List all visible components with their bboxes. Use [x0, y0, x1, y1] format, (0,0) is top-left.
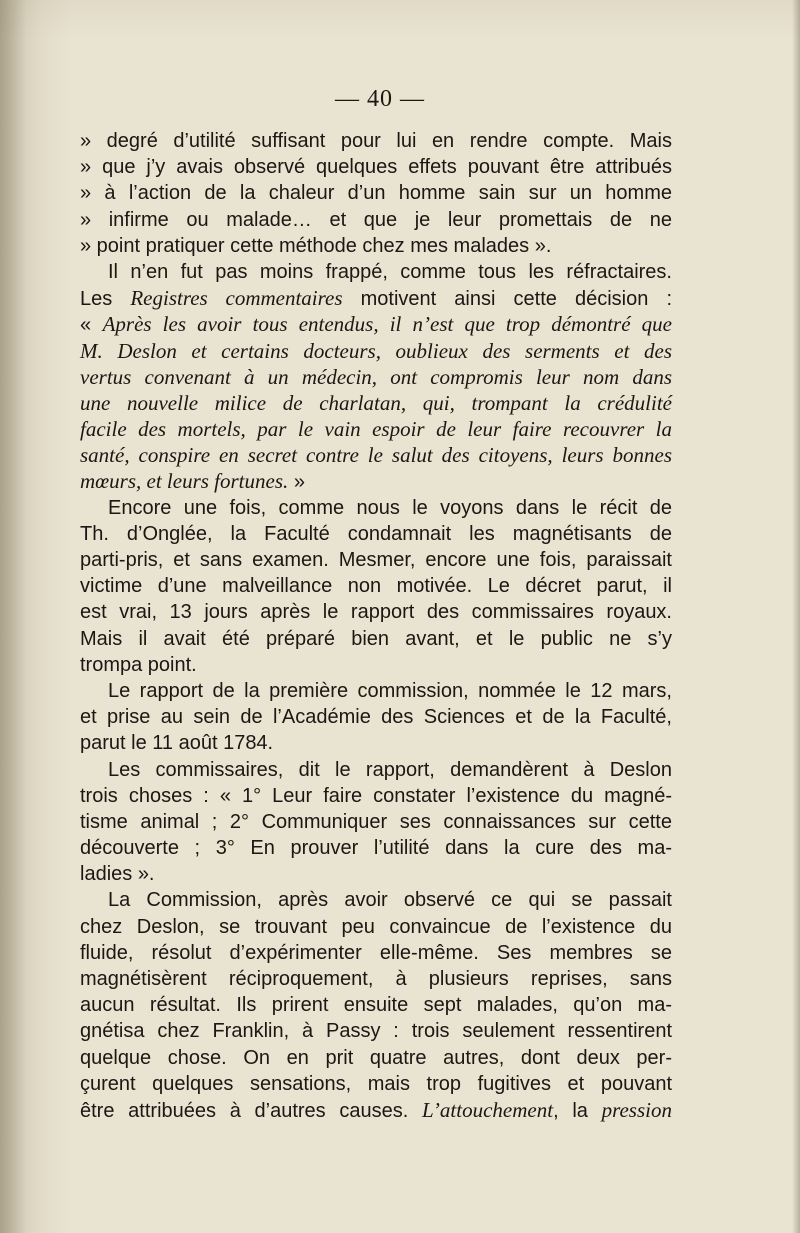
text-segment: motivent ainsi cette décision : [342, 288, 672, 311]
text-line: » degré d’utilité suffisant pour lui en rendre compte. Mais [80, 130, 672, 152]
text-line: quelque chose. On en prit quatre autres, dont deux per- [80, 1046, 672, 1069]
italic-segment: santé, conspire en secret contre le salut des citoyens, leurs bonnes [80, 443, 672, 468]
text-line: est vrai, 13 jours après le rapport des commissaires royaux. [80, 601, 672, 624]
body-text [80, 128, 672, 1123]
text-segment: Les [80, 288, 131, 311]
text-line [80, 390, 672, 416]
text-line [80, 364, 672, 390]
text-line: fluide, résolut d’expérimenter elle-même. Ses membres se [80, 941, 672, 964]
text-line [80, 285, 672, 311]
text-line: » point pratiquer cette méthode chez mes malades ». [80, 234, 552, 257]
text-line: Th. d’Onglée, la Faculté condamnait les magnétisants de [80, 522, 672, 545]
text-line: ladies ». [80, 863, 155, 886]
text-line: et prise au sein de l’Académie des Sciences et de la Faculté, [80, 706, 672, 729]
italic-segment: mœurs, et leurs fortunes. [80, 469, 289, 494]
text-segment: » [288, 471, 305, 494]
text-line: trompa point. [80, 653, 197, 676]
binding-shadow [0, 0, 26, 1233]
italic-segment: vertus convenant à un médecin, ont compromis leur nom dans [80, 364, 672, 389]
text-line: chez Deslon, se trouvant peu convaincue de l’existence du [80, 915, 672, 938]
text-line [80, 338, 672, 364]
text-line: La Commission, après avoir observé ce qui se passait [108, 889, 672, 912]
text-segment: « [80, 314, 103, 337]
text-line: victime d’une malveillance non motivée. Le décret parut, il [80, 575, 672, 598]
text-line [80, 311, 672, 337]
page-number: — 40 — [335, 86, 425, 112]
italic-segment: Après les avoir tous entendus, il n’est que trop démontré que [102, 312, 672, 337]
page-edge [792, 0, 800, 1233]
text-line: Mais il avait été préparé bien avant, et le public ne s’y [80, 627, 672, 650]
text-line: tisme animal ; 2° Communiquer ses connaissances sur cette [80, 810, 672, 833]
text-line [80, 1097, 672, 1123]
text-segment: être attribuées à d’autres causes. [80, 1099, 423, 1122]
text-segment: , la [553, 1099, 602, 1122]
text-line [80, 416, 672, 442]
text-line: aucun résultat. Ils prirent ensuite sept malades, qu’on ma- [80, 994, 672, 1017]
italic-segment: Registres commentaires [130, 286, 343, 311]
text-line: parut le 11 août 1784. [80, 732, 274, 755]
text-line [80, 468, 672, 494]
text-line: magnétisèrent réciproquement, à plusieurs reprises, sans [80, 968, 672, 990]
italic-segment: une nouvelle milice de charlatan, qui, trompant la crédulité [80, 390, 672, 415]
text-line: » infirme ou malade… et que je leur promettais de ne [80, 208, 672, 231]
italic-segment: facile des mortels, par le vain espoir de leur faire recouvrer la [80, 417, 672, 442]
text-line: Les commissaires, dit le rapport, demandèrent à Deslon [108, 758, 672, 781]
text-line: Il n’en fut pas moins frappé, comme tous les réfractaires. [108, 260, 672, 283]
text-line: Le rapport de la première commission, nommée le 12 mars, [108, 679, 672, 702]
text-line: » que j’y avais observé quelques effets pouvant être attribués [80, 156, 672, 179]
text-line: trois choses : « 1° Leur faire constater l’existence du magné- [80, 784, 672, 807]
italic-segment: pression [601, 1097, 672, 1122]
text-line: » à l’action de la chaleur d’un homme sain sur un homme [80, 182, 672, 205]
text-line: Encore une fois, comme nous le voyons dans le récit de [108, 496, 672, 519]
italic-segment: L’attouchement [422, 1097, 554, 1122]
text-line [80, 442, 672, 468]
text-line: gnétisa chez Franklin, à Passy : trois seulement ressentirent [80, 1020, 672, 1043]
text-line: découverte ; 3° En prouver l’utilité dans la cure des ma- [80, 837, 672, 860]
text-line: çurent quelques sensations, mais trop fugitives et pouvant [80, 1072, 672, 1095]
text-line: parti-pris, et sans examen. Mesmer, encore une fois, paraissait [80, 549, 672, 571]
italic-segment: M. Deslon et certains docteurs, oublieux des serments et des [80, 338, 672, 363]
